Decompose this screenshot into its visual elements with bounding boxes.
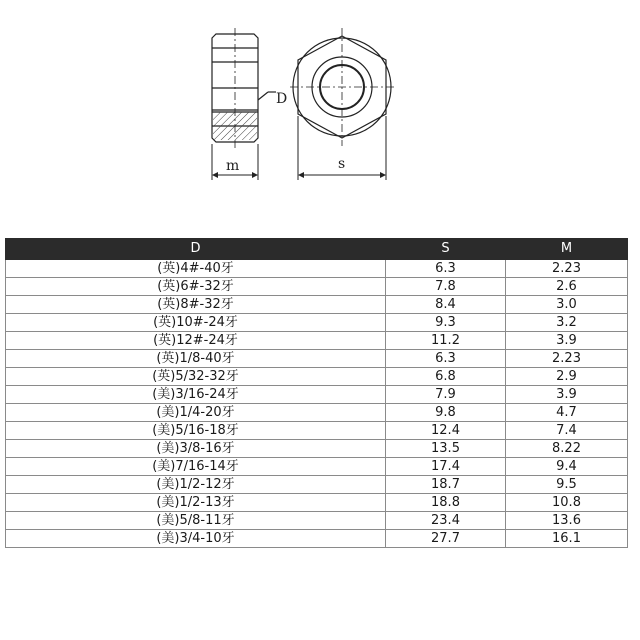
cell-m: 2.23 <box>506 260 628 278</box>
hex-nut-diagram <box>0 0 640 200</box>
cell-m: 3.9 <box>506 332 628 350</box>
table-row <box>6 494 628 512</box>
cell-s: 18.7 <box>386 476 506 494</box>
cell-m: 4.7 <box>506 404 628 422</box>
spec-table <box>5 238 628 548</box>
cell-s: 23.4 <box>386 512 506 530</box>
cell-m: 8.22 <box>506 440 628 458</box>
cell-d: (英)1/8-40牙 <box>6 350 386 368</box>
cell-m: 2.23 <box>506 350 628 368</box>
table-row <box>6 368 628 386</box>
table-row <box>6 530 628 548</box>
diameter-label: D <box>276 91 288 107</box>
cell-s: 12.4 <box>386 422 506 440</box>
cell-d: (美)5/16-18牙 <box>6 422 386 440</box>
table-body <box>6 260 628 548</box>
cell-s: 7.9 <box>386 386 506 404</box>
cell-s: 11.2 <box>386 332 506 350</box>
cell-m: 3.2 <box>506 314 628 332</box>
cell-s: 18.8 <box>386 494 506 512</box>
cell-m: 9.4 <box>506 458 628 476</box>
cell-d: (英)12#-24牙 <box>6 332 386 350</box>
cell-s: 6.8 <box>386 368 506 386</box>
cell-m: 7.4 <box>506 422 628 440</box>
cell-d: (英)4#-40牙 <box>6 260 386 278</box>
nut-front-view <box>290 28 394 146</box>
cell-s: 9.3 <box>386 314 506 332</box>
cell-d: (美)3/16-24牙 <box>6 386 386 404</box>
cell-s: 13.5 <box>386 440 506 458</box>
header-d: D <box>6 239 386 260</box>
table-row <box>6 314 628 332</box>
table-header-row <box>6 239 628 260</box>
cell-d: (美)1/4-20牙 <box>6 404 386 422</box>
cell-m: 13.6 <box>506 512 628 530</box>
cell-d: (美)3/4-10牙 <box>6 530 386 548</box>
cell-s: 6.3 <box>386 260 506 278</box>
m-label: m <box>226 158 240 174</box>
cell-m: 2.9 <box>506 368 628 386</box>
table-row <box>6 404 628 422</box>
cell-d: (英)5/32-32牙 <box>6 368 386 386</box>
table-row <box>6 260 628 278</box>
cell-m: 9.5 <box>506 476 628 494</box>
cell-s: 8.4 <box>386 296 506 314</box>
table-row <box>6 512 628 530</box>
cell-d: (英)8#-32牙 <box>6 296 386 314</box>
cell-m: 2.6 <box>506 278 628 296</box>
table-row <box>6 476 628 494</box>
cell-d: (美)3/8-16牙 <box>6 440 386 458</box>
table-row <box>6 350 628 368</box>
cell-m: 16.1 <box>506 530 628 548</box>
cell-m: 3.9 <box>506 386 628 404</box>
s-label: s <box>338 156 346 172</box>
cell-m: 3.0 <box>506 296 628 314</box>
header-m: M <box>506 239 628 260</box>
table-row <box>6 458 628 476</box>
table-row <box>6 296 628 314</box>
cell-s: 7.8 <box>386 278 506 296</box>
cell-d: (美)5/8-11牙 <box>6 512 386 530</box>
cell-d: (美)1/2-13牙 <box>6 494 386 512</box>
cell-s: 6.3 <box>386 350 506 368</box>
cell-d: (美)1/2-12牙 <box>6 476 386 494</box>
cell-s: 9.8 <box>386 404 506 422</box>
header-s: S <box>386 239 506 260</box>
cell-s: 27.7 <box>386 530 506 548</box>
table-row <box>6 332 628 350</box>
table-row <box>6 422 628 440</box>
table-row <box>6 440 628 458</box>
cell-d: (英)10#-24牙 <box>6 314 386 332</box>
cell-d: (英)6#-32牙 <box>6 278 386 296</box>
nut-side-view <box>212 28 276 150</box>
table-row <box>6 386 628 404</box>
cell-d: (美)7/16-14牙 <box>6 458 386 476</box>
cell-m: 10.8 <box>506 494 628 512</box>
table-row <box>6 278 628 296</box>
cell-s: 17.4 <box>386 458 506 476</box>
